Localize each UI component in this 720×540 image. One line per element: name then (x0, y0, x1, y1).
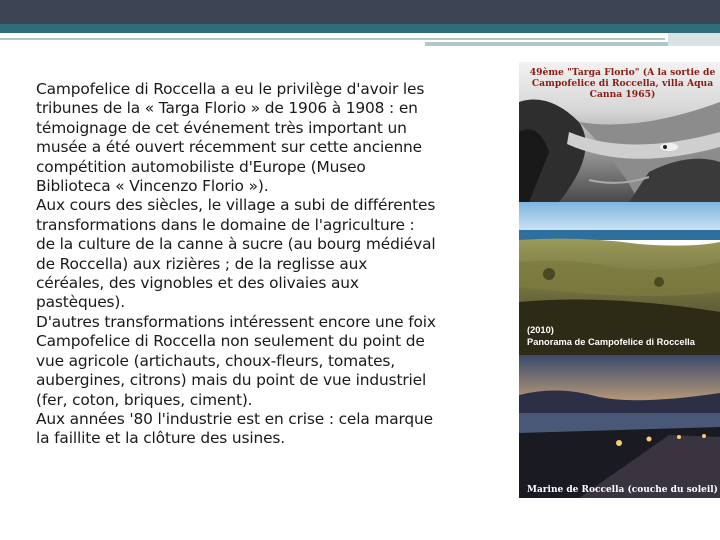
photo-panorama (519, 202, 720, 355)
header-corner-block (668, 33, 720, 46)
paragraph-agriculture: Aux cours des siècles, le village a subi de différentes transformations dans le domaine de l'agriculture : de la culture de la canne à sucre (au bourg médiéval de Roccella) aux rizières ; de la reglisse aux céréales, des vignobles et des olivaies aux pastèques). (36, 196, 436, 312)
header-divider (0, 38, 665, 40)
paragraph-industry: D'autres transformations intéressent encore une foix Campofelice di Roccella non seulement du point de vue agricole (artichauts, choux-fleurs, tomates, aubergines, citrons) mais du point de vue industriel (fer, coton, briques, ciment). (36, 312, 436, 409)
sunset-photo-image (519, 355, 720, 498)
slide-body-text (36, 80, 436, 449)
header-bar (0, 0, 720, 24)
photo-sunset (519, 355, 720, 498)
paragraph-crisis: Aux années '80 l'industrie est en crise : cela marque la faillite et la clôture des usines. (36, 409, 433, 448)
panorama-year: (2010) (527, 325, 554, 335)
sunset-caption: Marine de Roccella (couche du soleil) (527, 485, 718, 495)
paragraph-targa-florio: Campofelice di Roccella a eu le privilège d'avoir les tribunes de la « Targa Florio » de 1906 à 1908 : en témoignage de cet événement très important un musée a été ouvert récemment sur cette ancienne compétition automobiliste d'Europe (Museo Biblioteca « Vincenzo Florio »). (36, 80, 425, 196)
panorama-caption: Panorama de Campofelice di Roccella (527, 337, 695, 347)
photo-targa-florio (519, 62, 720, 202)
header-accent-bar (0, 24, 720, 33)
race-photo-caption: 49ème "Targa Florio" (A la sortie de Campofelice di Roccella, villa Aqua Canna 1965) (529, 67, 716, 100)
